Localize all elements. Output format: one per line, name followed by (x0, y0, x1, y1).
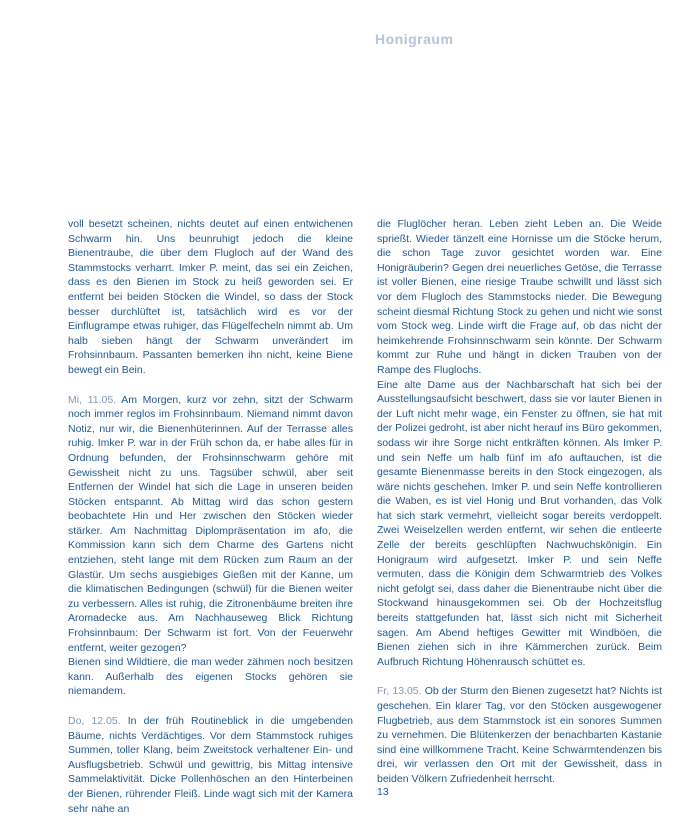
paragraph-text: Eine alte Dame aus der Nachbarschaft hat sich bei der Ausstellungsaufsicht beschwert, dass sie vor lauter Bienen in der Luft nicht mehr wage, ein Fenster zu öffnen, sie hat mit der Polizei gedroht, ist aber nicht herauf ins Büro gekommen, sodass wir ihre Sorge nicht entkräften können. Als Imker P. und sein Neffe um halb fünf im afo auftauchen, ist die gesamte Bienenmasse bereits in den Stock eingezogen, als wäre nichts geschehen. Imker P. und sein Neffe kontrollieren die Waben, es ist viel Honig und Brut vorhanden, das Volk hat sich stark vermehrt, vielleicht sogar bereits verdoppelt. Zwei Weiselzellen werden entfernt, wir sehen die entleerte Zelle der bereits geschlüpften Nachwuchskönigin. Ein Honigraum wird aufgesetzt. Imker P. und sein Neffe vermuten, dass die Königin dem Schwarmtrieb des Volkes nicht gefolgt sei, dass daher die Bienentraube nicht über die Stockwand hinausgekommen sei. Ob der Hochzeitsflug bereits stattgefunden hat, lässt sich nicht mit Sicherheit sagen. Am Abend heftiges Gewitter mit Windböen, die Bienen ziehen sich in ihre Kämmerchen zurück. Beim Aufbruch Richtung Höhenrausch schüttet es. (377, 378, 662, 668)
paragraph-text: Am Morgen, kurz vor zehn, sitzt der Schwarm noch immer reglos im Frohsinnbaum. Niemand nimmt davon Notiz, nur wir, die Bienenhüterinnen. Auf der Terrasse alles ruhig. Imker P. war in der Früh schon da, er habe alles für in Ordnung befunden, der Frohsinnschwarm gehöre mit Gewissheit nicht zu uns. Tagsüber schwül, aber seit Entfernen der Windel hat sich die Lage in unseren beiden Stöcken entspannt. Ab Mittag wird das schon gestern beobachtete Hin und Her zwischen den Stöcken wieder stärker. Am Nachmittag Diplompräsentation im afo, die Kommission kann sich dem Charme des Gartens nicht entziehen, steht lange mit dem Rücken zum Raum an der Glastür. Um sechs ausgiebiges Gießen mit der Kanne, um die klimatischen Bedingungen (schwül) für die Bienen weiter zu verbessern. Alles ist ruhig, die Zitronenbäume breiten ihre Aromadecke aus. Am Nachhauseweg Blick Richtung Frohsinnbaum: Der Schwarm ist fort. Von der Feuerwehr entfernt, weiter gezogen? (68, 393, 354, 654)
paragraph-continuation (68, 217, 353, 378)
page-number: 13 (377, 786, 389, 798)
paragraph-continuation (377, 217, 662, 378)
diary-entry-fri (377, 684, 662, 786)
paragraph-text: voll besetzt scheinen, nichts deutet auf einen entwichenen Schwarm hin. Uns beunruhigt jedoch die kleine Bienentraube, die über dem Flugloch auf der Wand des Stammstocks verharrt. Imker P. meint, das sei ein Zeichen, dass es den Bienen im Stock zu heiß geworden sei. Er entfernt bei beiden Stöcken die Windel, so dass der Stock besser durchlüftet ist, tatsächlich wird es vor der Einflugrampe etwas ruhiger, das Flügelfecheln nimmt ab. Um halb sieben hängt der Schwarm unverändert im Frohsinnbaum. Passanten bemerken ihn nicht, keine Biene bewegt ein Bein. (68, 218, 353, 376)
diary-entry-wed (68, 393, 353, 656)
paragraph-text: die Fluglöcher heran. Leben zieht Leben an. Die Weide sprießt. Wieder tänzelt eine Hornisse um die Stöcke herum, die schon Tage zuvor gesichtet worden war. Eine Honigräuberin? Gegen drei neuerliches Getöse, die Terrasse ist voller Bienen, eine riesige Traube schwillt und lässt sich vor dem Flugloch des Stammstocks nieder. Die Bewegung scheint diesmal Richtung Stock zu gehen und nicht wie sonst vom Stock weg. Linde wirft die Frage auf, ob das nicht der heimkehrende Frohsinnschwarm sein könnte. Der Schwarm kommt zur Ruhe und hängt in dicken Trauben von der Rampe des Fluglochs. (377, 218, 662, 376)
date-label: Mi, 11.05. (68, 393, 117, 406)
paragraph-text: Ob der Sturm den Bienen zugesetzt hat? Nichts ist geschehen. Ein klarer Tag, vor den Stöcken ausgewogener Flugbetrieb, aus dem Stammstock ist ein sonores Summen zu vernehmen. Die Blütenkerzen der benachbarten Kastanie sind eine willkommene Tracht. Keine Schwarmtendenzen bis drei, wir verlassen den Ort mit der Gewissheit, dass in beiden Völkern Zufriedenheit herrscht. (377, 685, 663, 785)
paragraph-neighbour-story (377, 378, 662, 670)
left-text-column (68, 217, 353, 816)
paragraph-text: In der früh Routineblick in die umgebenden Bäume, nichts Verdächtiges. Vor dem Stammstock ruhiges Summen, toller Klang, beim Zweitstock verhaltener Ein- und Ausflugsbetrieb. Schwül und gewittrig, bis Mittag intensive Sammelaktivität. Dicke Pollenhöschen an den Hinterbeinen der Bienen, rührender Fleiß. Linde wagt sich mit der Kamera sehr nahe an (68, 715, 354, 815)
right-text-column (377, 217, 662, 787)
date-label: Fr, 13.05. (377, 685, 422, 698)
date-label: Do, 12.05. (68, 715, 121, 727)
diary-entry-thu (68, 714, 353, 816)
paragraph-aside (68, 655, 353, 699)
chapter-title: Honigraum (375, 31, 454, 47)
paragraph-text: Bienen sind Wildtiere, die man weder zähmen noch besitzen kann. Außerhalb des eigenen Stocks gehören sie niemandem. (68, 656, 353, 698)
